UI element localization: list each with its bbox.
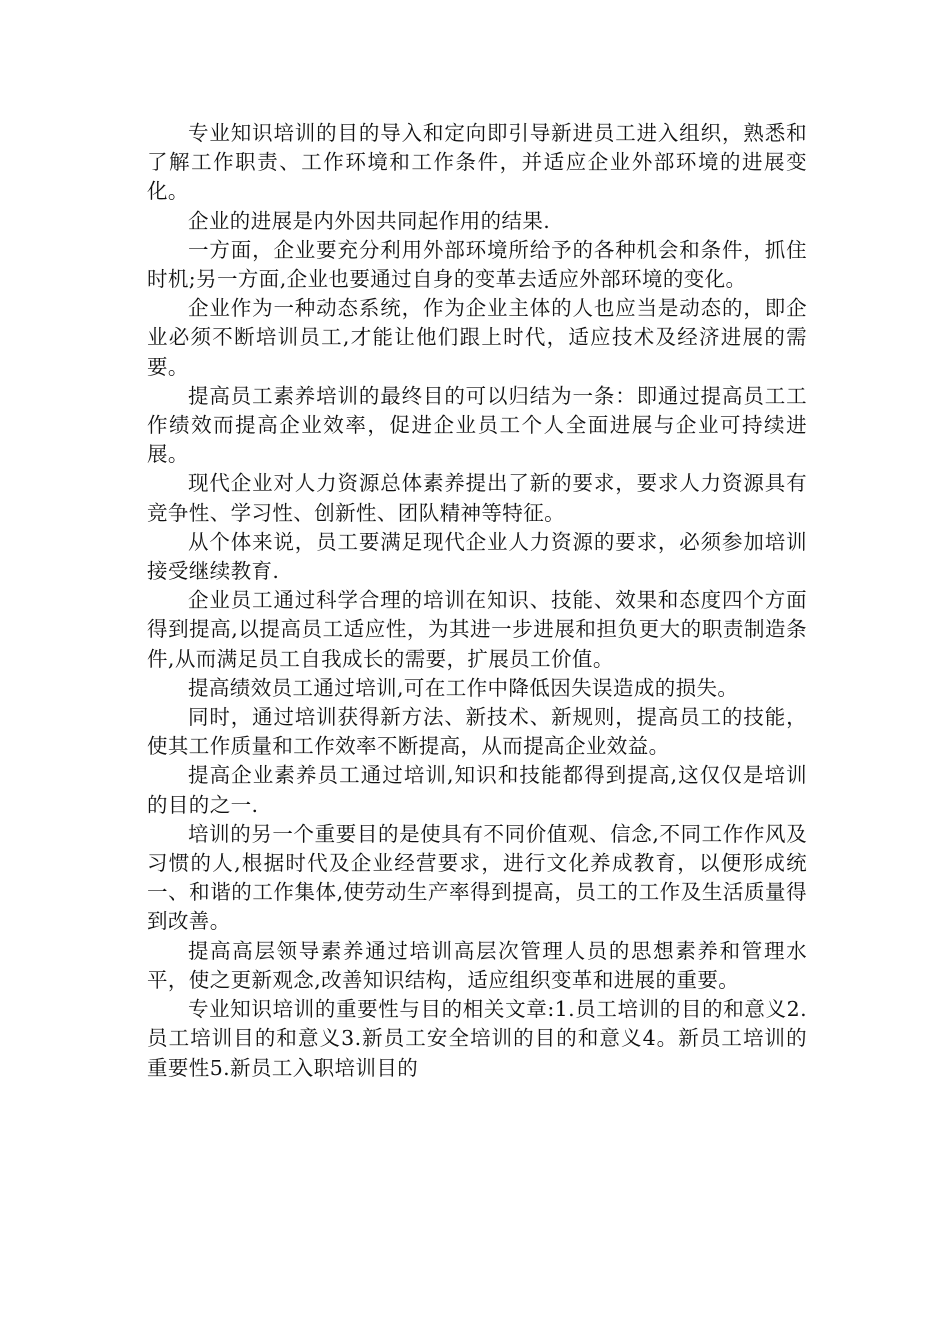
paragraph: 培训的另一个重要目的是使具有不同价值观、信念,不同工作作风及习惯的人,根据时代及企业经营要求，进行文化养成教育，以便形成统一、和谐的工作集体,使劳动生产率得到提高，员工的工作及生活质量得到改善。 (147, 821, 807, 934)
paragraph: 企业员工通过科学合理的培训在知识、技能、效果和态度四个方面得到提高,以提高员工适应性，为其进一步进展和担负更大的职责制造条件,从而满足员工自我成长的需要，扩展员工价值。 (147, 588, 807, 671)
paragraph: 提高员工素养培训的最终目的可以归结为一条：即通过提高员工工作绩效而提高企业效率，促进企业员工个人全面进展与企业可持续进展。 (147, 383, 807, 467)
paragraph: 提高企业素养员工通过培训,知识和技能都得到提高,这仅仅是培训的目的之一. (147, 763, 807, 817)
related-articles-paragraph: 专业知识培训的重要性与目的相关文章:1.员工培训的目的和意义2.员工培训目的和意义3.新员工安全培训的目的和意义4。新员工培训的重要性5.新员工入职培训目的 (147, 997, 807, 1080)
paragraph: 提高高层领导素养通过培训高层次管理人员的思想素养和管理水平，使之更新观念,改善知识结构，适应组织变革和进展的重要。 (147, 938, 807, 992)
paragraph: 企业的进展是内外因共同起作用的结果. (188, 208, 551, 233)
paragraph: 一方面，企业要充分利用外部环境所给予的各种机会和条件，抓住时机;另一方面,企业也要通过自身的变革去适应外部环境的变化。 (147, 237, 807, 292)
paragraph: 现代企业对人力资源总体素养提出了新的要求，要求人力资源具有竞争性、学习性、创新性、团队精神等特征。 (147, 471, 807, 525)
paragraph: 从个体来说，员工要满足现代企业人力资源的要求，必须参加培训接受继续教育. (147, 529, 807, 584)
document-body (147, 119, 807, 1083)
paragraph: 提高绩效员工通过培训,可在工作中降低因失误造成的损失。 (188, 675, 739, 700)
paragraph: 企业作为一种动态系统，作为企业主体的人也应当是动态的，即企业必须不断培训员工,才能让他们跟上时代，适应技术及经济进展的需要。 (147, 296, 807, 379)
paragraph: 专业知识培训的目的导入和定向即引导新进员工进入组织，熟悉和了解工作职责、工作环境和工作条件，并适应企业外部环境的进展变化。 (147, 121, 807, 204)
paragraph: 同时，通过培训获得新方法、新技术、新规则，提高员工的技能，使其工作质量和工作效率不断提高，从而提高企业效益。 (147, 705, 807, 759)
